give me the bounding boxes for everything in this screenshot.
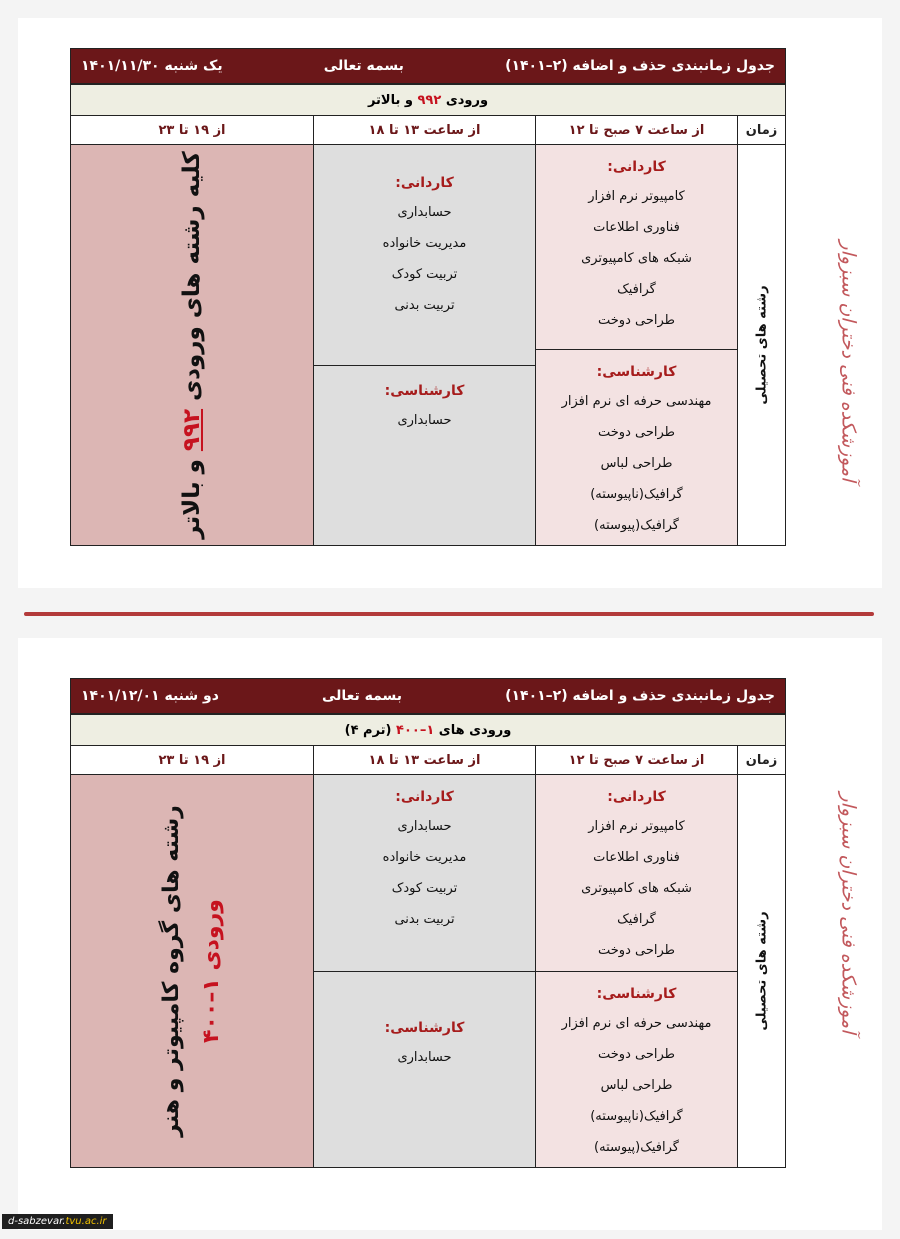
evening-text-accent: ۹۹۲ <box>179 408 205 452</box>
list-item: گرافیک <box>617 282 656 297</box>
header-time: زمان <box>737 746 785 774</box>
date-label: دو شنبه ۱۴۰۱/۱۲/۰۱ <box>81 688 219 704</box>
school-handwritten-mark <box>823 792 873 1034</box>
school-mark-text: آموزشکده فنی دختران سبزوار <box>837 792 860 1034</box>
bismillah: بسمه تعالی <box>323 58 404 74</box>
section-title: کارشناسی: <box>596 364 677 380</box>
list-item: حسابداری <box>397 205 452 220</box>
section-title: کارشناسی: <box>596 986 677 1002</box>
body-row <box>71 145 785 545</box>
title-bar <box>71 679 785 715</box>
afternoon-cell <box>313 145 535 545</box>
list-item: طراحی لباس <box>600 456 673 471</box>
entry-prefix: ورودی <box>445 92 489 108</box>
list-item: طراحی دوخت <box>597 943 675 958</box>
bismillah: بسمه تعالی <box>321 688 403 704</box>
list-item: گرافیک(پیوسته) <box>594 518 679 533</box>
list-item: شبکه های کامپیوتری <box>581 881 692 896</box>
watermark-prefix: d-sabzevar. <box>8 1216 66 1227</box>
section-title: کاردانی: <box>607 159 666 175</box>
header-afternoon: از ساعت ۱۳ تا ۱۸ <box>313 116 535 144</box>
header-evening: از ۱۹ تا ۲۳ <box>158 752 226 768</box>
afternoon-cell <box>313 775 535 1167</box>
section-title: کاردانی: <box>395 789 454 805</box>
list-item: فناوری اطلاعات <box>593 220 680 235</box>
afternoon-karshenasi <box>314 350 535 545</box>
list-item: تربیت کودک <box>391 267 458 282</box>
body-row <box>71 775 785 1167</box>
morning-kardani <box>536 775 737 972</box>
schedule-table-2 <box>70 678 786 1168</box>
schedule-title: جدول زمانبندی حذف و اضافه (۲–۱۴۰۱) <box>505 688 775 704</box>
morning-kardani <box>536 145 737 350</box>
list-item: تربیت کودک <box>391 881 458 896</box>
list-item: گرافیک(پیوسته) <box>594 1140 679 1155</box>
section-title: کاردانی: <box>395 175 454 191</box>
evening-text <box>179 151 205 539</box>
evening-text-after: و بالاتر <box>179 459 205 539</box>
morning-cell <box>535 145 737 545</box>
page-divider <box>24 612 874 616</box>
school-handwritten-mark <box>823 240 873 482</box>
date-label: یک شنبه ۱۴۰۱/۱۱/۳۰ <box>81 58 223 74</box>
morning-cell <box>535 775 737 1167</box>
schedule-title: جدول زمانبندی حذف و اضافه (۲–۱۴۰۱) <box>505 58 775 74</box>
list-item: مهندسی حرفه ای نرم افزار <box>561 394 712 409</box>
entry-accent: ۱–۴۰۰ <box>396 722 435 738</box>
afternoon-kardani <box>314 145 535 366</box>
row-label-cell <box>737 775 785 1167</box>
list-item: طراحی دوخت <box>597 313 675 328</box>
section-title: کارشناسی: <box>384 383 465 399</box>
entry-suffix: و بالاتر <box>367 92 413 108</box>
list-item: شبکه های کامپیوتری <box>581 251 692 266</box>
evening-text-before: کلیه رشته های ورودی <box>179 151 205 401</box>
evening-cell <box>71 145 313 545</box>
list-item: طراحی لباس <box>600 1078 673 1093</box>
evening-text <box>152 805 232 1137</box>
header-morning: از ساعت ۷ صبح تا ۱۲ <box>535 116 737 144</box>
list-item: کامپیوتر نرم افزار <box>588 189 685 204</box>
school-mark-text: آموزشکده فنی دختران سبزوار <box>837 240 860 482</box>
list-item: گرافیک(ناپیوسته) <box>590 487 683 502</box>
list-item: تربیت بدنی <box>394 912 455 927</box>
list-item: گرافیک <box>617 912 656 927</box>
row-label: رشته های تحصیلی <box>754 911 769 1031</box>
schedule-table-1 <box>70 48 786 546</box>
list-item: مهندسی حرفه ای نرم افزار <box>561 1016 712 1031</box>
title-bar <box>71 49 785 85</box>
site-watermark <box>2 1214 113 1229</box>
afternoon-karshenasi <box>314 972 535 1167</box>
entry-accent: ۹۹۲ <box>417 92 442 108</box>
entry-bar <box>71 715 785 746</box>
list-item: طراحی دوخت <box>597 1047 675 1062</box>
list-item: مدیریت خانواده <box>382 236 467 251</box>
list-item: مدیریت خانواده <box>382 850 467 865</box>
list-item: طراحی دوخت <box>597 425 675 440</box>
entry-suffix: (ترم ۴) <box>344 722 392 738</box>
section-title: کارشناسی: <box>384 1020 465 1036</box>
watermark-site: tvu.ac.ir <box>65 1216 107 1227</box>
morning-karshenasi <box>536 972 737 1167</box>
schedule-page-1 <box>18 18 882 588</box>
header-row <box>71 746 785 775</box>
list-item: گرافیک(ناپیوسته) <box>590 1109 683 1124</box>
list-item: حسابداری <box>397 413 452 428</box>
list-item: فناوری اطلاعات <box>593 850 680 865</box>
header-evening: از ۱۹ تا ۲۳ <box>158 122 226 138</box>
header-morning: از ساعت ۷ صبح تا ۱۲ <box>535 746 737 774</box>
row-label: رشته های تحصیلی <box>754 285 769 405</box>
list-item: کامپیوتر نرم افزار <box>588 819 685 834</box>
list-item: تربیت بدنی <box>394 298 455 313</box>
evening-line-1: رشته های گروه کامپیوتر و هنر <box>159 805 184 1137</box>
header-row <box>71 116 785 145</box>
section-title: کاردانی: <box>607 789 666 805</box>
header-time: زمان <box>737 116 785 144</box>
entry-prefix: ورودی های <box>438 722 512 738</box>
entry-bar <box>71 85 785 116</box>
header-afternoon: از ساعت ۱۳ تا ۱۸ <box>313 746 535 774</box>
morning-karshenasi <box>536 350 737 545</box>
row-label-cell <box>737 145 785 545</box>
list-item: حسابداری <box>397 819 452 834</box>
evening-line-2: ورودی ۱–۴۰۰ <box>199 899 224 1043</box>
list-item: حسابداری <box>397 1050 452 1065</box>
schedule-page-2 <box>18 638 882 1230</box>
afternoon-kardani <box>314 775 535 972</box>
evening-cell <box>71 775 313 1167</box>
